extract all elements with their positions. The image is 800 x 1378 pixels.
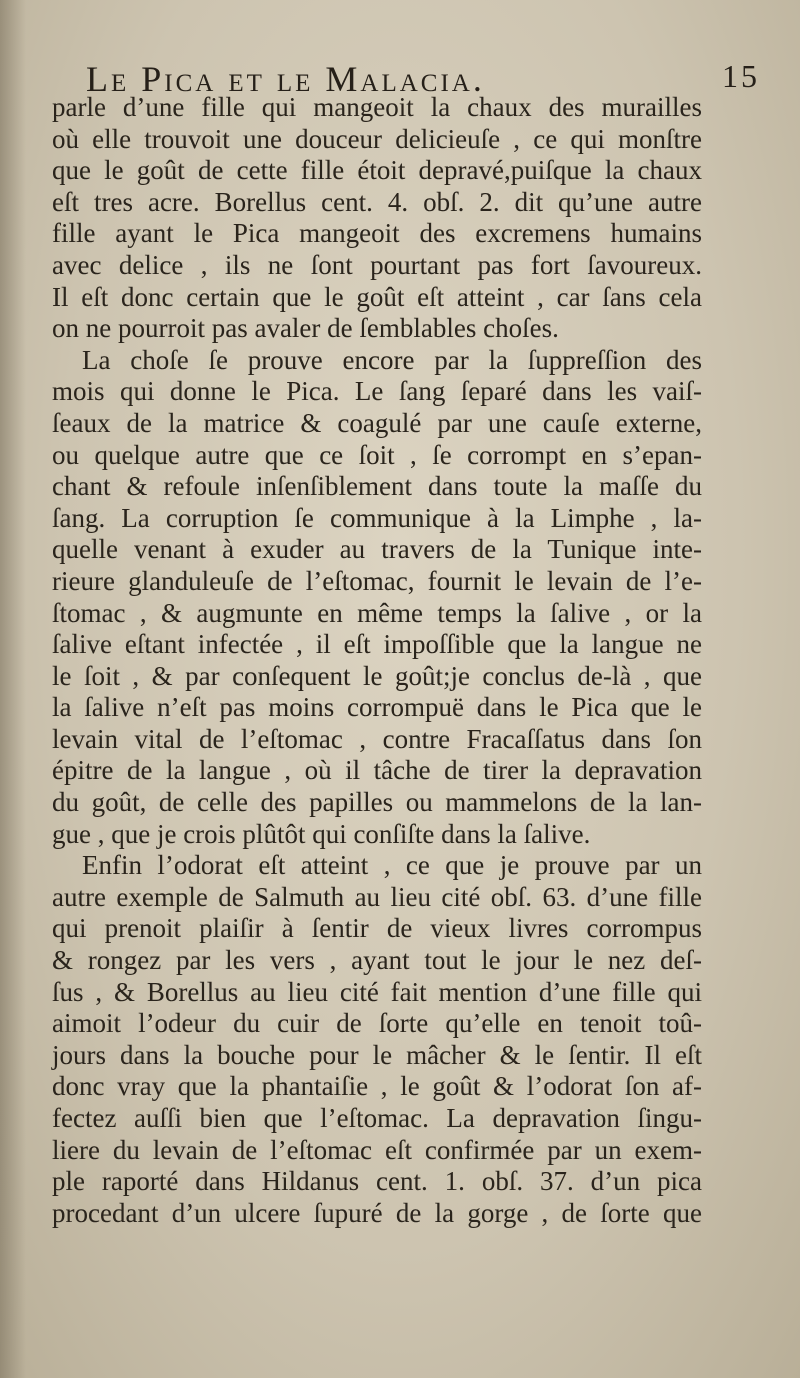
- text-line: ou quelque autre que ce ſoit , ſe corrompt en s’epan-: [52, 439, 702, 470]
- text-line: gue , que je crois plûtôt qui conſiſte dans la ſalive.: [52, 818, 591, 849]
- body-text: [52, 92, 702, 1229]
- text-line: eſt tres acre. Borellus cent. 4. obſ. 2. dit qu’une autre: [52, 186, 702, 217]
- text-line: ſeaux de la matrice & coagulé par une cauſe externe,: [52, 407, 702, 438]
- text-line: ſtomac , & augmunte en même temps la ſalive , or la: [52, 597, 702, 628]
- text-line: épitre de la langue , où il tâche de tirer la depravation: [52, 755, 702, 786]
- text-line: jours dans la bouche pour le mâcher & le ſentir. Il eſt: [52, 1039, 702, 1070]
- text-line: fille ayant le Pica mangeoit des excremens humains: [52, 218, 702, 249]
- text-line: Enfin l’odorat eſt atteint , ce que je prouve par un: [82, 850, 702, 881]
- text-line: la ſalive n’eſt pas moins corrompuë dans le Pica que le: [52, 692, 702, 723]
- text-line: qui prenoit plaiſir à ſentir de vieux livres corrompus: [52, 913, 702, 944]
- text-line: on ne pourroit pas avaler de ſemblables choſes.: [52, 313, 559, 344]
- text-line: que le goût de cette fille étoit depravé,puiſque la chaux: [52, 155, 702, 186]
- text-line: autre exemple de Salmuth au lieu cité obſ. 63. d’une fille: [52, 881, 702, 912]
- text-line: La choſe ſe prouve encore par la ſuppreſſion des: [82, 344, 702, 375]
- text-line: Il eſt donc certain que le goût eſt atteint , car ſans cela: [52, 281, 702, 312]
- gutter-shadow: [0, 0, 26, 1378]
- running-head-title: Le Pica et le Malacia.: [86, 59, 485, 99]
- text-line: ple raporté dans Hildanus cent. 1. obſ. 37. d’un pica: [52, 1166, 702, 1197]
- text-line: aimoit l’odeur du cuir de ſorte qu’elle en tenoit toû-: [52, 1008, 702, 1039]
- text-line: liere du levain de l’eſtomac eſt confirmée par un exem-: [52, 1134, 702, 1165]
- text-line: mois qui donne le Pica. Le ſang ſeparé dans les vaiſ-: [52, 376, 702, 407]
- text-line: ſang. La corruption ſe communique à la Limphe , la-: [52, 502, 702, 533]
- text-line: le ſoit , & par conſequent le goût;je conclus de-là , que: [52, 660, 702, 691]
- text-line: parle d’une fille qui mangeoit la chaux des murailles: [52, 92, 702, 122]
- text-line: où elle trouvoit une douceur delicieuſe , ce qui monſtre: [52, 123, 702, 154]
- text-line: du goût, de celle des papilles ou mammelons de la lan-: [52, 787, 702, 818]
- text-line: ſalive eſtant infectée , il eſt impoſſible que la langue ne: [52, 629, 702, 660]
- text-line: avec delice , ils ne ſont pourtant pas fort ſavoureux.: [52, 249, 702, 280]
- text-line: ſus , & Borellus au lieu cité fait mention d’une fille qui: [52, 976, 702, 1007]
- text-line: & rongez par les vers , ayant tout le jour le nez deſ-: [52, 945, 702, 976]
- text-line: donc vray que la phantaiſie , le goût & l’odorat ſon af-: [52, 1071, 702, 1102]
- text-line: procedant d’un ulcere ſupuré de la gorge , de ſorte que: [52, 1197, 702, 1228]
- text-line: quelle venant à exuder au travers de la Tunique inte-: [52, 534, 702, 565]
- text-line: rieure glanduleuſe de l’eſtomac, fournit le levain de l’e-: [52, 565, 702, 596]
- text-line: fectez auſſi bien que l’eſtomac. La depravation ſingu-: [52, 1103, 702, 1133]
- page-number: 15: [722, 58, 760, 94]
- text-line: chant & refoule inſenſiblement dans toute la maſſe du: [52, 471, 702, 502]
- text-line: levain vital de l’eſtomac , contre Fracaſſatus dans ſon: [52, 723, 702, 754]
